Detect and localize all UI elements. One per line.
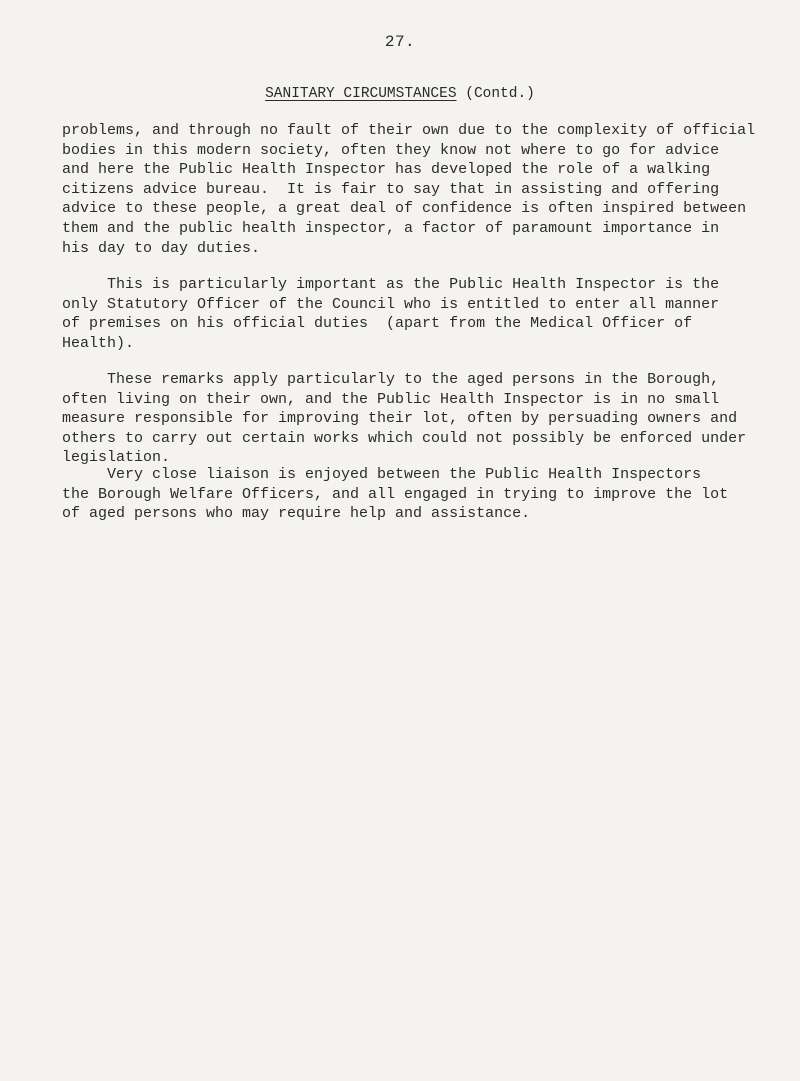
paragraph-line: his day to day duties. <box>62 239 261 257</box>
page-number: 27. <box>384 33 416 51</box>
section-heading-title: SANITARY CIRCUMSTANCES <box>265 86 457 102</box>
paragraph-line: bodies in this modern society, often they know not where to go for advice <box>62 141 720 159</box>
paragraph-line: This is particularly important as the Public Health Inspector is the <box>62 276 720 293</box>
paragraph-4 <box>62 465 752 524</box>
paragraph-line: citizens advice bureau. It is fair to say that in assisting and offering <box>62 180 720 198</box>
paragraph-line: legislation. <box>62 449 171 467</box>
paragraph-line: the Borough Welfare Officers, and all engaged in trying to improve the lot <box>62 485 729 503</box>
paragraph-line: often living on their own, and the Public Health Inspector is in no small <box>62 390 720 408</box>
paragraph-line: of aged persons who may require help and assistance. <box>62 505 531 523</box>
paragraph-line: Very close liaison is enjoyed between the Public Health Inspectors <box>62 466 702 483</box>
paragraph-line: and here the Public Health Inspector has developed the role of a walking <box>62 161 711 179</box>
paragraph-line: Health). <box>62 334 135 352</box>
paragraph-line: problems, and through no fault of their own due to the complexity of official <box>62 122 756 139</box>
paragraph-line: only Statutory Officer of the Council who is entitled to enter all manner <box>62 295 720 313</box>
paragraph-line: measure responsible for improving their lot, often by persuading owners and <box>62 410 738 428</box>
paragraph-line: them and the public health inspector, a factor of paramount importance in <box>62 219 720 237</box>
paragraph-line: of premises on his official duties (apart from the Medical Officer of <box>62 315 693 333</box>
section-heading-suffix: (Contd.) <box>465 86 535 102</box>
paragraph-line: advice to these people, a great deal of confidence is often inspired between <box>62 200 747 218</box>
paragraph-2 <box>62 275 752 353</box>
paragraph-line: These remarks apply particularly to the aged persons in the Borough, <box>62 371 720 388</box>
paragraph-1 <box>62 121 756 258</box>
paragraph-line: others to carry out certain works which could not possibly be enforced under <box>62 429 747 447</box>
paragraph-3 <box>62 370 752 468</box>
section-heading <box>0 86 800 102</box>
